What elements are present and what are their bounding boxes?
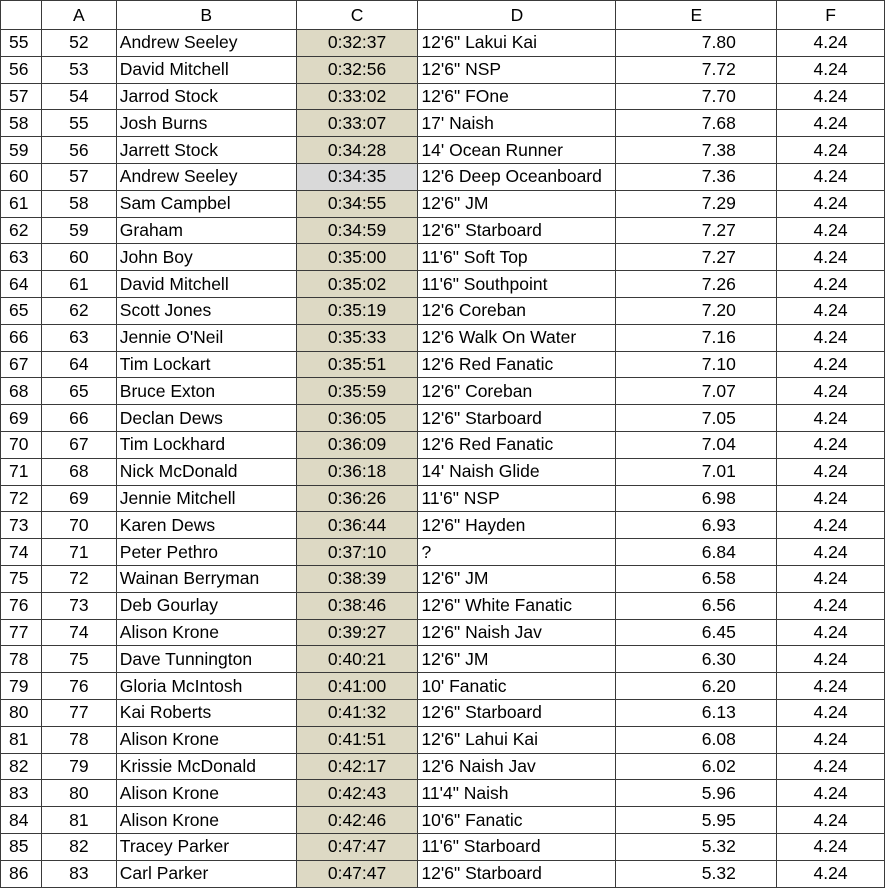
cell-e[interactable]: 5.32 (616, 833, 777, 860)
cell-c[interactable]: 0:47:47 (296, 833, 418, 860)
cell-f[interactable]: 4.24 (777, 83, 885, 110)
cell-d[interactable]: 12'6 Deep Oceanboard (418, 163, 616, 190)
cell-f[interactable]: 4.24 (777, 673, 885, 700)
table-row (1, 726, 885, 753)
cell-e[interactable]: 6.56 (616, 592, 777, 619)
cell-b[interactable]: John Boy (116, 244, 296, 271)
row-header[interactable]: 70 (1, 431, 42, 458)
cell-a[interactable]: 64 (41, 351, 116, 378)
cell-f[interactable]: 4.24 (777, 190, 885, 217)
cell-d[interactable]: 12'6 Red Fanatic (418, 431, 616, 458)
cell-c[interactable]: 0:47:47 (296, 860, 418, 887)
cell-d[interactable]: 10' Fanatic (418, 673, 616, 700)
cell-a[interactable]: 75 (41, 646, 116, 673)
row-header[interactable]: 56 (1, 56, 42, 83)
cell-b[interactable]: Alison Krone (116, 780, 296, 807)
cell-d[interactable]: 12'6" JM (418, 565, 616, 592)
table-row (1, 807, 885, 834)
cell-c[interactable]: 0:35:00 (296, 244, 418, 271)
cell-e[interactable]: 7.16 (616, 324, 777, 351)
cell-d[interactable]: 12'6" Lahui Kai (418, 726, 616, 753)
cell-c[interactable]: 0:33:07 (296, 110, 418, 137)
cell-b[interactable]: Krissie McDonald (116, 753, 296, 780)
cell-c[interactable]: 0:34:55 (296, 190, 418, 217)
cell-f[interactable]: 4.24 (777, 431, 885, 458)
cell-f[interactable]: 4.24 (777, 458, 885, 485)
cell-e[interactable]: 7.70 (616, 83, 777, 110)
column-header-b[interactable]: B (116, 1, 296, 30)
column-header-a[interactable]: A (41, 1, 116, 30)
cell-c[interactable]: 0:42:46 (296, 807, 418, 834)
cell-d[interactable]: 12'6 Red Fanatic (418, 351, 616, 378)
cell-e[interactable]: 7.27 (616, 217, 777, 244)
cell-e[interactable]: 6.58 (616, 565, 777, 592)
cell-a[interactable]: 60 (41, 244, 116, 271)
table-row (1, 753, 885, 780)
table-row (1, 860, 885, 887)
cell-c[interactable]: 0:36:18 (296, 458, 418, 485)
cell-d[interactable]: 11'6" NSP (418, 485, 616, 512)
cell-b[interactable]: Gloria McIntosh (116, 673, 296, 700)
select-all-corner[interactable] (1, 1, 42, 30)
cell-c[interactable]: 0:36:26 (296, 485, 418, 512)
cell-c[interactable]: 0:34:59 (296, 217, 418, 244)
row-header[interactable]: 80 (1, 699, 42, 726)
cell-c[interactable]: 0:32:37 (296, 30, 418, 57)
cell-d[interactable]: 12'6" NSP (418, 56, 616, 83)
table-row (1, 619, 885, 646)
cell-a[interactable]: 71 (41, 539, 116, 566)
cell-a[interactable]: 76 (41, 673, 116, 700)
cell-f[interactable]: 4.24 (777, 539, 885, 566)
cell-f[interactable]: 4.24 (777, 30, 885, 57)
cell-d[interactable]: 12'6" Starboard (418, 860, 616, 887)
cell-a[interactable]: 81 (41, 807, 116, 834)
table-row (1, 539, 885, 566)
cell-f[interactable]: 4.24 (777, 646, 885, 673)
column-header-row (1, 1, 885, 30)
cell-e[interactable]: 6.45 (616, 619, 777, 646)
row-header[interactable]: 61 (1, 190, 42, 217)
table-row (1, 30, 885, 57)
cell-d[interactable]: 11'4" Naish (418, 780, 616, 807)
cell-c[interactable]: 0:41:00 (296, 673, 418, 700)
cell-c[interactable]: 0:38:46 (296, 592, 418, 619)
column-header-c[interactable]: C (296, 1, 418, 30)
table-row (1, 190, 885, 217)
cell-e[interactable]: 7.36 (616, 163, 777, 190)
cell-c[interactable]: 0:41:32 (296, 699, 418, 726)
row-header[interactable]: 57 (1, 83, 42, 110)
cell-a[interactable]: 68 (41, 458, 116, 485)
cell-a[interactable]: 58 (41, 190, 116, 217)
table-row (1, 646, 885, 673)
table-row (1, 592, 885, 619)
row-header[interactable]: 74 (1, 539, 42, 566)
cell-b[interactable]: Bruce Exton (116, 378, 296, 405)
table-row (1, 324, 885, 351)
cell-f[interactable]: 4.24 (777, 137, 885, 164)
row-header[interactable]: 81 (1, 726, 42, 753)
cell-b[interactable]: Tim Lockart (116, 351, 296, 378)
cell-a[interactable]: 73 (41, 592, 116, 619)
cell-f[interactable]: 4.24 (777, 619, 885, 646)
cell-a[interactable]: 78 (41, 726, 116, 753)
row-header[interactable]: 84 (1, 807, 42, 834)
cell-c[interactable]: 0:38:39 (296, 565, 418, 592)
cell-a[interactable]: 79 (41, 753, 116, 780)
table-row (1, 431, 885, 458)
cell-e[interactable]: 6.08 (616, 726, 777, 753)
cell-b[interactable]: Jarrod Stock (116, 83, 296, 110)
cell-e[interactable]: 6.20 (616, 673, 777, 700)
cell-c[interactable]: 0:42:43 (296, 780, 418, 807)
cell-a[interactable]: 57 (41, 163, 116, 190)
cell-a[interactable]: 54 (41, 83, 116, 110)
cell-f[interactable]: 4.24 (777, 271, 885, 298)
cell-f[interactable]: 4.24 (777, 56, 885, 83)
cell-c[interactable]: 0:36:44 (296, 512, 418, 539)
cell-d[interactable]: 12'6" White Fanatic (418, 592, 616, 619)
table-row (1, 673, 885, 700)
cell-c[interactable]: 0:35:33 (296, 324, 418, 351)
cell-e[interactable]: 5.32 (616, 860, 777, 887)
column-header-d[interactable]: D (418, 1, 616, 30)
cell-a[interactable]: 80 (41, 780, 116, 807)
cell-b[interactable]: Tracey Parker (116, 833, 296, 860)
cell-b[interactable]: Jarrett Stock (116, 137, 296, 164)
cell-c[interactable]: 0:42:17 (296, 753, 418, 780)
row-header[interactable]: 82 (1, 753, 42, 780)
cell-e[interactable]: 6.30 (616, 646, 777, 673)
cell-a[interactable]: 70 (41, 512, 116, 539)
table-row (1, 565, 885, 592)
table-row (1, 485, 885, 512)
cell-a[interactable]: 65 (41, 378, 116, 405)
cell-d[interactable]: 12'6 Coreban (418, 297, 616, 324)
cell-e[interactable]: 6.84 (616, 539, 777, 566)
cell-f[interactable]: 4.24 (777, 699, 885, 726)
cell-e[interactable]: 7.20 (616, 297, 777, 324)
cell-f[interactable]: 4.24 (777, 244, 885, 271)
row-header[interactable]: 60 (1, 163, 42, 190)
cell-d[interactable]: 14' Ocean Runner (418, 137, 616, 164)
cell-a[interactable]: 63 (41, 324, 116, 351)
row-header[interactable]: 83 (1, 780, 42, 807)
table-row (1, 699, 885, 726)
cell-f[interactable]: 4.24 (777, 753, 885, 780)
cell-e[interactable]: 7.27 (616, 244, 777, 271)
row-header[interactable]: 66 (1, 324, 42, 351)
row-header[interactable]: 64 (1, 271, 42, 298)
cell-e[interactable]: 5.96 (616, 780, 777, 807)
row-header[interactable]: 73 (1, 512, 42, 539)
cell-c[interactable]: 0:36:09 (296, 431, 418, 458)
cell-e[interactable]: 6.13 (616, 699, 777, 726)
cell-b[interactable]: Nick McDonald (116, 458, 296, 485)
row-header[interactable]: 69 (1, 405, 42, 432)
row-header[interactable]: 76 (1, 592, 42, 619)
cell-f[interactable]: 4.24 (777, 512, 885, 539)
table-row (1, 163, 885, 190)
cell-f[interactable]: 4.24 (777, 351, 885, 378)
cell-e[interactable]: 7.29 (616, 190, 777, 217)
cell-d[interactable]: 12'6" Naish Jav (418, 619, 616, 646)
cell-f[interactable]: 4.24 (777, 807, 885, 834)
cell-f[interactable]: 4.24 (777, 217, 885, 244)
row-header[interactable]: 65 (1, 297, 42, 324)
cell-b[interactable]: Jennie Mitchell (116, 485, 296, 512)
cell-e[interactable]: 5.95 (616, 807, 777, 834)
sheet-body (1, 30, 885, 888)
cell-a[interactable]: 67 (41, 431, 116, 458)
cell-a[interactable]: 52 (41, 30, 116, 57)
cell-e[interactable]: 7.68 (616, 110, 777, 137)
column-header-e[interactable]: E (616, 1, 777, 30)
cell-e[interactable]: 7.72 (616, 56, 777, 83)
cell-c[interactable]: 0:34:28 (296, 137, 418, 164)
row-header[interactable]: 86 (1, 860, 42, 887)
cell-c[interactable]: 0:35:59 (296, 378, 418, 405)
cell-b[interactable]: Deb Gourlay (116, 592, 296, 619)
cell-c-selected[interactable]: 0:34:35 (296, 163, 418, 190)
cell-d[interactable]: 11'6" Soft Top (418, 244, 616, 271)
cell-e[interactable]: 6.98 (616, 485, 777, 512)
cell-c[interactable]: 0:37:10 (296, 539, 418, 566)
row-header[interactable]: 75 (1, 565, 42, 592)
cell-b[interactable]: Josh Burns (116, 110, 296, 137)
cell-f[interactable]: 4.24 (777, 324, 885, 351)
cell-d[interactable]: 12'6" FOne (418, 83, 616, 110)
cell-b[interactable]: Wainan Berryman (116, 565, 296, 592)
cell-e[interactable]: 7.05 (616, 405, 777, 432)
cell-c[interactable]: 0:36:05 (296, 405, 418, 432)
row-header[interactable]: 79 (1, 673, 42, 700)
cell-b[interactable]: Jennie O'Neil (116, 324, 296, 351)
cell-d[interactable]: 12'6" Starboard (418, 405, 616, 432)
cell-a[interactable]: 69 (41, 485, 116, 512)
row-header[interactable]: 78 (1, 646, 42, 673)
cell-d[interactable]: 12'6" Lakui Kai (418, 30, 616, 57)
cell-d[interactable]: 17' Naish (418, 110, 616, 137)
cell-d[interactable]: 10'6" Fanatic (418, 807, 616, 834)
table-row (1, 137, 885, 164)
cell-d[interactable]: 12'6" Hayden (418, 512, 616, 539)
cell-f[interactable]: 4.24 (777, 860, 885, 887)
cell-c[interactable]: 0:35:19 (296, 297, 418, 324)
cell-d[interactable]: 12'6 Walk On Water (418, 324, 616, 351)
cell-c[interactable]: 0:33:02 (296, 83, 418, 110)
row-header[interactable]: 72 (1, 485, 42, 512)
table-row (1, 512, 885, 539)
table-row (1, 244, 885, 271)
table-row (1, 56, 885, 83)
row-header[interactable]: 67 (1, 351, 42, 378)
cell-a[interactable]: 82 (41, 833, 116, 860)
cell-c[interactable]: 0:32:56 (296, 56, 418, 83)
cell-b[interactable]: David Mitchell (116, 271, 296, 298)
cell-a[interactable]: 83 (41, 860, 116, 887)
cell-a[interactable]: 74 (41, 619, 116, 646)
cell-a[interactable]: 59 (41, 217, 116, 244)
cell-d[interactable]: 11'6" Starboard (418, 833, 616, 860)
cell-e[interactable]: 7.38 (616, 137, 777, 164)
cell-f[interactable]: 4.24 (777, 833, 885, 860)
cell-f[interactable]: 4.24 (777, 780, 885, 807)
cell-e[interactable]: 7.26 (616, 271, 777, 298)
cell-b[interactable]: Tim Lockhard (116, 431, 296, 458)
row-header[interactable]: 62 (1, 217, 42, 244)
table-row (1, 405, 885, 432)
cell-d[interactable]: 12'6" Starboard (418, 699, 616, 726)
cell-e[interactable]: 7.07 (616, 378, 777, 405)
row-header[interactable]: 58 (1, 110, 42, 137)
table-row (1, 110, 885, 137)
cell-d[interactable]: 11'6" Southpoint (418, 271, 616, 298)
cell-a[interactable]: 61 (41, 271, 116, 298)
row-header[interactable]: 85 (1, 833, 42, 860)
cell-a[interactable]: 77 (41, 699, 116, 726)
cell-e[interactable]: 6.93 (616, 512, 777, 539)
cell-f[interactable]: 4.24 (777, 163, 885, 190)
cell-b[interactable]: Andrew Seeley (116, 30, 296, 57)
column-header-f[interactable]: F (777, 1, 885, 30)
cell-e[interactable]: 7.10 (616, 351, 777, 378)
cell-d[interactable]: 12'6" JM (418, 190, 616, 217)
cell-b[interactable]: Karen Dews (116, 512, 296, 539)
table-row (1, 378, 885, 405)
cell-e[interactable]: 7.04 (616, 431, 777, 458)
cell-b[interactable]: Kai Roberts (116, 699, 296, 726)
cell-b[interactable]: Dave Tunnington (116, 646, 296, 673)
cell-c[interactable]: 0:39:27 (296, 619, 418, 646)
cell-f[interactable]: 4.24 (777, 110, 885, 137)
cell-b[interactable]: Andrew Seeley (116, 163, 296, 190)
cell-b[interactable]: Peter Pethro (116, 539, 296, 566)
cell-a[interactable]: 55 (41, 110, 116, 137)
cell-d[interactable]: ? (418, 539, 616, 566)
cell-f[interactable]: 4.24 (777, 565, 885, 592)
cell-b[interactable]: Alison Krone (116, 807, 296, 834)
cell-c[interactable]: 0:35:51 (296, 351, 418, 378)
cell-e[interactable]: 7.01 (616, 458, 777, 485)
cell-a[interactable]: 72 (41, 565, 116, 592)
cell-f[interactable]: 4.24 (777, 485, 885, 512)
cell-a[interactable]: 56 (41, 137, 116, 164)
table-row (1, 780, 885, 807)
cell-c[interactable]: 0:40:21 (296, 646, 418, 673)
cell-b[interactable]: Scott Jones (116, 297, 296, 324)
cell-b[interactable]: Declan Dews (116, 405, 296, 432)
row-header[interactable]: 77 (1, 619, 42, 646)
cell-f[interactable]: 4.24 (777, 726, 885, 753)
row-header[interactable]: 63 (1, 244, 42, 271)
cell-b[interactable]: David Mitchell (116, 56, 296, 83)
cell-e[interactable]: 6.02 (616, 753, 777, 780)
table-row (1, 217, 885, 244)
cell-b[interactable]: Carl Parker (116, 860, 296, 887)
cell-c[interactable]: 0:35:02 (296, 271, 418, 298)
cell-d[interactable]: 12'6 Naish Jav (418, 753, 616, 780)
cell-a[interactable]: 53 (41, 56, 116, 83)
table-row (1, 458, 885, 485)
table-row (1, 83, 885, 110)
cell-a[interactable]: 66 (41, 405, 116, 432)
cell-b[interactable]: Sam Campbel (116, 190, 296, 217)
row-header[interactable]: 68 (1, 378, 42, 405)
cell-a[interactable]: 62 (41, 297, 116, 324)
row-header[interactable]: 59 (1, 137, 42, 164)
cell-d[interactable]: 12'6" JM (418, 646, 616, 673)
row-header[interactable]: 71 (1, 458, 42, 485)
cell-e[interactable]: 7.80 (616, 30, 777, 57)
cell-d[interactable]: 12'6" Coreban (418, 378, 616, 405)
cell-c[interactable]: 0:41:51 (296, 726, 418, 753)
cell-d[interactable]: 14' Naish Glide (418, 458, 616, 485)
cell-b[interactable]: Alison Krone (116, 726, 296, 753)
cell-b[interactable]: Graham (116, 217, 296, 244)
cell-f[interactable]: 4.24 (777, 592, 885, 619)
table-row (1, 833, 885, 860)
table-row (1, 271, 885, 298)
cell-f[interactable]: 4.24 (777, 378, 885, 405)
table-row (1, 297, 885, 324)
cell-f[interactable]: 4.24 (777, 297, 885, 324)
cell-f[interactable]: 4.24 (777, 405, 885, 432)
row-header[interactable]: 55 (1, 30, 42, 57)
cell-d[interactable]: 12'6" Starboard (418, 217, 616, 244)
cell-b[interactable]: Alison Krone (116, 619, 296, 646)
table-row (1, 351, 885, 378)
